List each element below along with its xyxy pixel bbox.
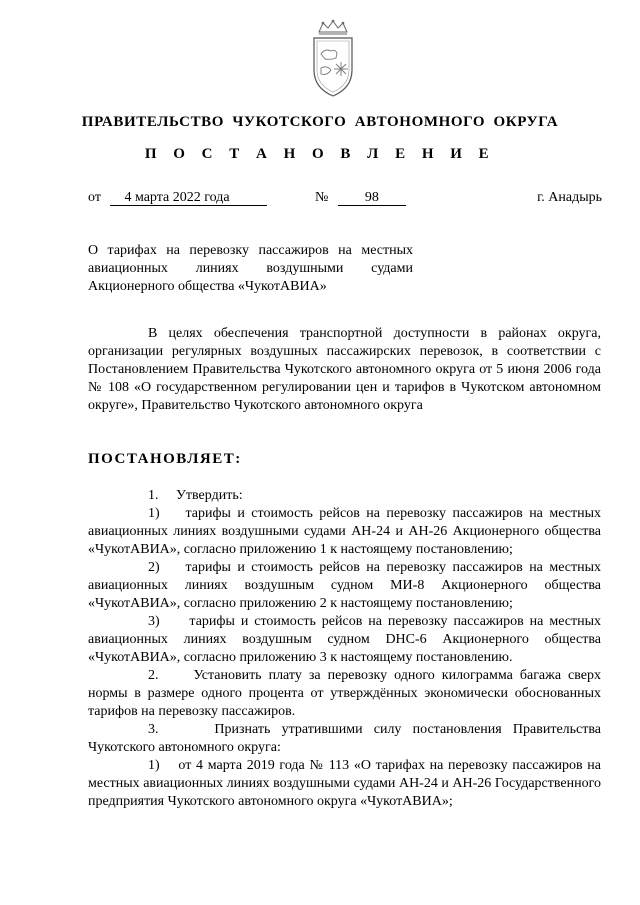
number-sign: № (315, 190, 329, 205)
subject-line: авиационных линиях воздушными судами (88, 261, 413, 276)
document-subject (88, 242, 413, 296)
document-number: 98 (338, 190, 406, 206)
item-1-2: 2) тарифы и стоимость рейсов на перевозку пассажиров на местных авиационных линиях воздушным судном МИ-8 Акционерного общества «ЧукотАВИА», согласно приложению 2 к настоящему постановлению; (88, 560, 601, 611)
date-line (88, 190, 267, 206)
document-date: 4 марта 2022 года (110, 190, 267, 206)
organization-title: ПРАВИТЕЛЬСТВО ЧУКОТСКОГО АВТОНОМНОГО ОКРУГА (81, 114, 559, 130)
subject-line: Акционерного общества «ЧукотАВИА» (88, 279, 327, 294)
city: г. Анадырь (537, 190, 602, 205)
number-line (315, 190, 406, 206)
decree-heading: ПОСТАНОВЛЯЕТ: (88, 451, 242, 467)
coat-of-arms-icon (305, 18, 361, 102)
item-3-1: 1) от 4 марта 2019 года № 113 «О тарифах на перевозку пассажиров на местных авиационных линиях воздушными судами АН-24 и АН-26 Государственного предприятия Чукотского автономного округа «ЧукотАВИА»; (88, 758, 601, 809)
decree-items (88, 487, 601, 811)
preamble-text: В целях обеспечения транспортной доступности в районах округа, организации регулярных воздушных пассажирских перевозок, в соответствии с Постановлением Правительства Чукотского автономного округа от 5 июня 2006 года № 108 «О государственном регулировании цен и тарифов в Чукотском автономном округе», Правительство Чукотского автономного округа (88, 326, 601, 413)
item-1: 1. Утвердить: (148, 488, 243, 503)
item-1-3: 3) тарифы и стоимость рейсов на перевозку пассажиров на местных авиационных линиях воздушным судном DHC-6 Акционерного общества «ЧукотАВИА», согласно приложению 3 к настоящему постановлению. (88, 614, 601, 665)
item-1-1: 1) тарифы и стоимость рейсов на перевозку пассажиров на местных авиационных линиях воздушными судами АН-24 и АН-26 Акционерного общества «ЧукотАВИА», согласно приложению 1 к настоящему постановлению; (88, 506, 601, 557)
document-type: П О С Т А Н О В Л Е Н И Е (144, 146, 496, 162)
item-2: 2. Установить плату за перевозку одного килограмма багажа сверх нормы в размере одного процента от утверждённых экономически обоснованных тарифов на перевозку пассажиров. (88, 668, 601, 719)
from-label: от (88, 190, 101, 205)
item-3: 3. Признать утратившими силу постановления Правительства Чукотского автономного округа: (88, 722, 601, 755)
subject-line: О тарифах на перевозку пассажиров на местных (88, 243, 413, 258)
preamble (88, 325, 601, 415)
